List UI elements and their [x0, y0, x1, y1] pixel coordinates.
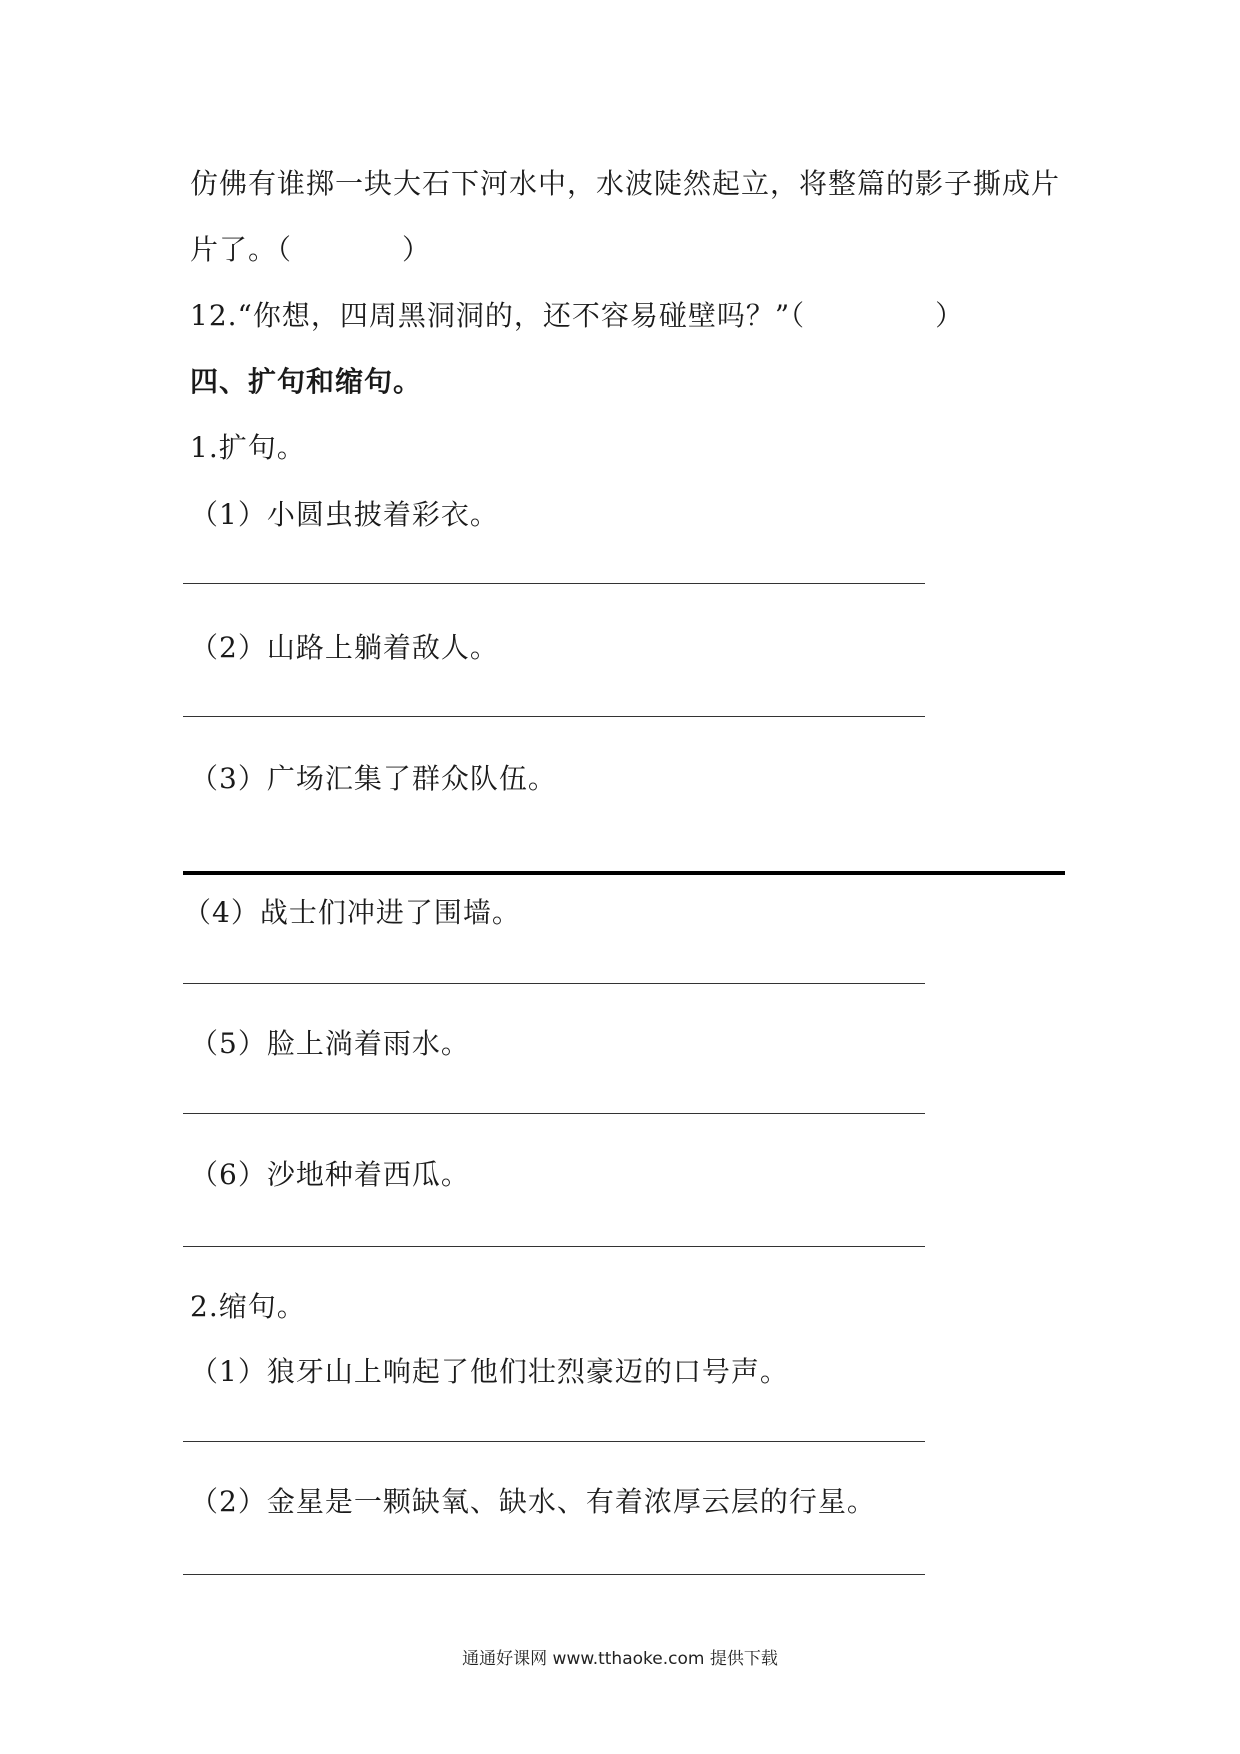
answer-line[interactable] [183, 1441, 925, 1442]
answer-line[interactable] [183, 583, 925, 584]
condense-item-2: （2）金星是一颗缺氧、缺水、有着浓厚云层的行星。 [190, 1485, 876, 1518]
sentence-text: 片了。（ [190, 233, 293, 266]
expand-item-3: （3）广场汇集了群众队伍。 [190, 762, 557, 795]
close-paren: ） [935, 299, 965, 332]
expand-item-2: （2）山路上躺着敌人。 [190, 631, 499, 664]
close-paren: ） [402, 233, 432, 266]
expand-item-5: （5）脸上淌着雨水。 [190, 1027, 470, 1060]
expand-item-4: （4）战士们冲进了围墙。 [183, 896, 521, 929]
condense-item-1: （1）狼牙山上响起了他们壮烈豪迈的口号声。 [190, 1355, 789, 1388]
answer-line[interactable] [183, 716, 925, 717]
answer-line[interactable] [183, 983, 925, 984]
exercise-sentence-line [190, 228, 431, 268]
answer-line-thick[interactable] [183, 871, 1065, 875]
expand-item-6: （6）沙地种着西瓜。 [190, 1158, 470, 1191]
page-footer: 通通好课网 www.tthaoke.com 提供下载 [462, 1649, 778, 1669]
section-heading: 四、扩句和缩句。 [190, 365, 423, 398]
answer-line[interactable] [183, 1574, 925, 1575]
question-text: 12.“你想，四周黑洞洞的，还不容易碰壁吗？”（ [190, 299, 806, 332]
answer-line[interactable] [183, 1113, 925, 1114]
exercise-sentence-line: 仿佛有谁掷一块大石下河水中，水波陡然起立，将整篇的影子撕成片 [190, 167, 1061, 200]
part1-label: 1.扩句。 [190, 431, 306, 464]
question-12 [190, 294, 964, 334]
answer-line[interactable] [183, 1246, 925, 1247]
expand-item-1: （1）小圆虫披着彩衣。 [190, 498, 499, 531]
part2-label: 2.缩句。 [190, 1290, 306, 1323]
